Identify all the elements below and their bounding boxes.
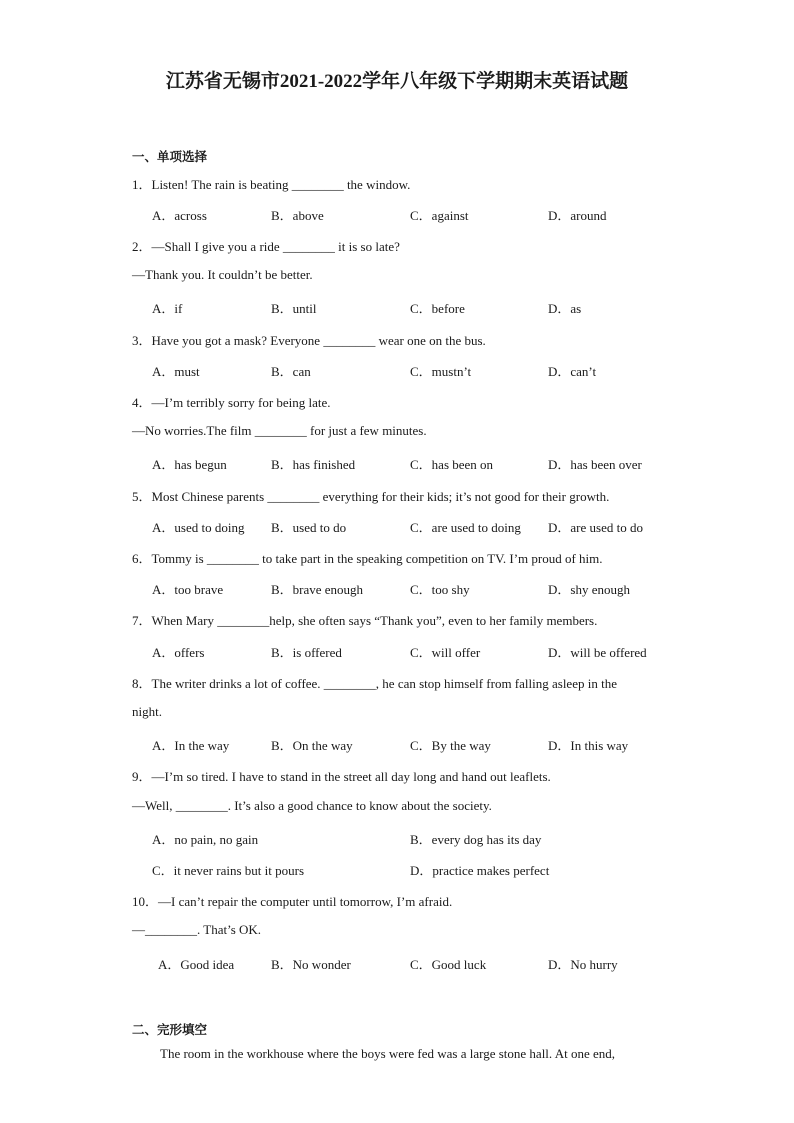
question-7-option-d: D．will be offered — [548, 645, 647, 660]
page-title: 江苏省无锡市2021-2022学年八年级下学期期末英语试题 — [165, 71, 629, 92]
question-7-option-c: C．will offer — [410, 645, 481, 660]
question-4-option-d: D．has been over — [548, 457, 642, 472]
question-5-option-c: C．are used to doing — [410, 520, 521, 535]
question-10-option-c: C．Good luck — [410, 957, 487, 972]
question-1-option-a: A．across — [152, 208, 207, 223]
question-6-option-a: A．too brave — [152, 582, 224, 597]
question-9-option-b: B．every dog has its day — [410, 832, 542, 847]
question-3-text: 3．Have you got a mask? Everyone ________ wear one on the bus. — [132, 333, 486, 348]
question-2-text: 2．—Shall I give you a ride ________ it is so late? — [132, 239, 400, 254]
question-6-option-c: C．too shy — [410, 582, 470, 597]
cloze-paragraph: The room in the workhouse where the boys were fed was a large stone hall. At one end, — [160, 1046, 615, 1061]
question-8-option-c: C．By the way — [410, 738, 491, 753]
question-1-option-c: C．against — [410, 208, 469, 223]
question-4-text: 4．—I’m terribly sorry for being late. — [132, 395, 331, 410]
question-2-option-b: B．until — [271, 301, 317, 316]
question-8-option-b: B．On the way — [271, 738, 353, 753]
question-2-text-line-2: —Thank you. It couldn’t be better. — [132, 267, 313, 282]
question-5-option-d: D．are used to do — [548, 520, 643, 535]
question-7-text: 7．When Mary ________help, she often says “Thank you”, even to her family members. — [132, 613, 598, 628]
question-9-option-c: C．it never rains but it pours — [152, 863, 305, 878]
question-2-option-a: A．if — [152, 301, 183, 316]
question-8-option-d: D．In this way — [548, 738, 629, 753]
question-5-option-a: A．used to doing — [152, 520, 245, 535]
question-6-option-d: D．shy enough — [548, 582, 630, 597]
question-9-text-line-2: —Well, ________. It’s also a good chance to know about the society. — [132, 798, 492, 813]
question-4-option-a: A．has begun — [152, 457, 227, 472]
question-3-option-a: A．must — [152, 364, 200, 379]
question-3-option-b: B．can — [271, 364, 311, 379]
question-10-option-a: A．Good idea — [158, 957, 235, 972]
question-10-text-line-2: —________. That’s OK. — [132, 922, 262, 937]
question-7-option-a: A．offers — [152, 645, 205, 660]
question-10-option-d: D．No hurry — [548, 957, 618, 972]
question-6-text: 6．Tommy is ________ to take part in the speaking competition on TV. I’m proud of him. — [132, 551, 603, 566]
question-10-text: 10．—I can’t repair the computer until tomorrow, I’m afraid. — [132, 894, 453, 909]
question-6-option-b: B．brave enough — [271, 582, 364, 597]
question-8-text: 8．The writer drinks a lot of coffee. ________, he can stop himself from falling asleep in the — [132, 676, 617, 691]
question-5-option-b: B．used to do — [271, 520, 347, 535]
question-2-option-d: D．as — [548, 301, 582, 316]
question-2-option-c: C．before — [410, 301, 465, 316]
section-heading-single-choice: 一、单项选择 — [132, 149, 208, 164]
question-7-option-b: B．is offered — [271, 645, 342, 660]
question-3-option-c: C．mustn’t — [410, 364, 472, 379]
question-4-text-line-2: —No worries.The film ________ for just a few minutes. — [132, 423, 427, 438]
question-9-text: 9．—I’m so tired. I have to stand in the street all day long and hand out leaflets. — [132, 769, 551, 784]
section-heading-cloze: 二、完形填空 — [132, 1022, 208, 1037]
question-5-text: 5．Most Chinese parents ________ everything for their kids; it’s not good for their growth. — [132, 489, 610, 504]
question-1-option-d: D．around — [548, 208, 607, 223]
question-8-text-line-2: night. — [132, 704, 162, 719]
question-4-option-b: B．has finished — [271, 457, 356, 472]
question-4-option-c: C．has been on — [410, 457, 494, 472]
question-1-text: 1．Listen! The rain is beating ________ the window. — [132, 177, 411, 192]
question-10-option-b: B．No wonder — [271, 957, 351, 972]
question-3-option-d: D．can’t — [548, 364, 597, 379]
question-9-option-d: D．practice makes perfect — [410, 863, 550, 878]
question-1-option-b: B．above — [271, 208, 324, 223]
question-8-option-a: A．In the way — [152, 738, 230, 753]
question-9-option-a: A．no pain, no gain — [152, 832, 259, 847]
